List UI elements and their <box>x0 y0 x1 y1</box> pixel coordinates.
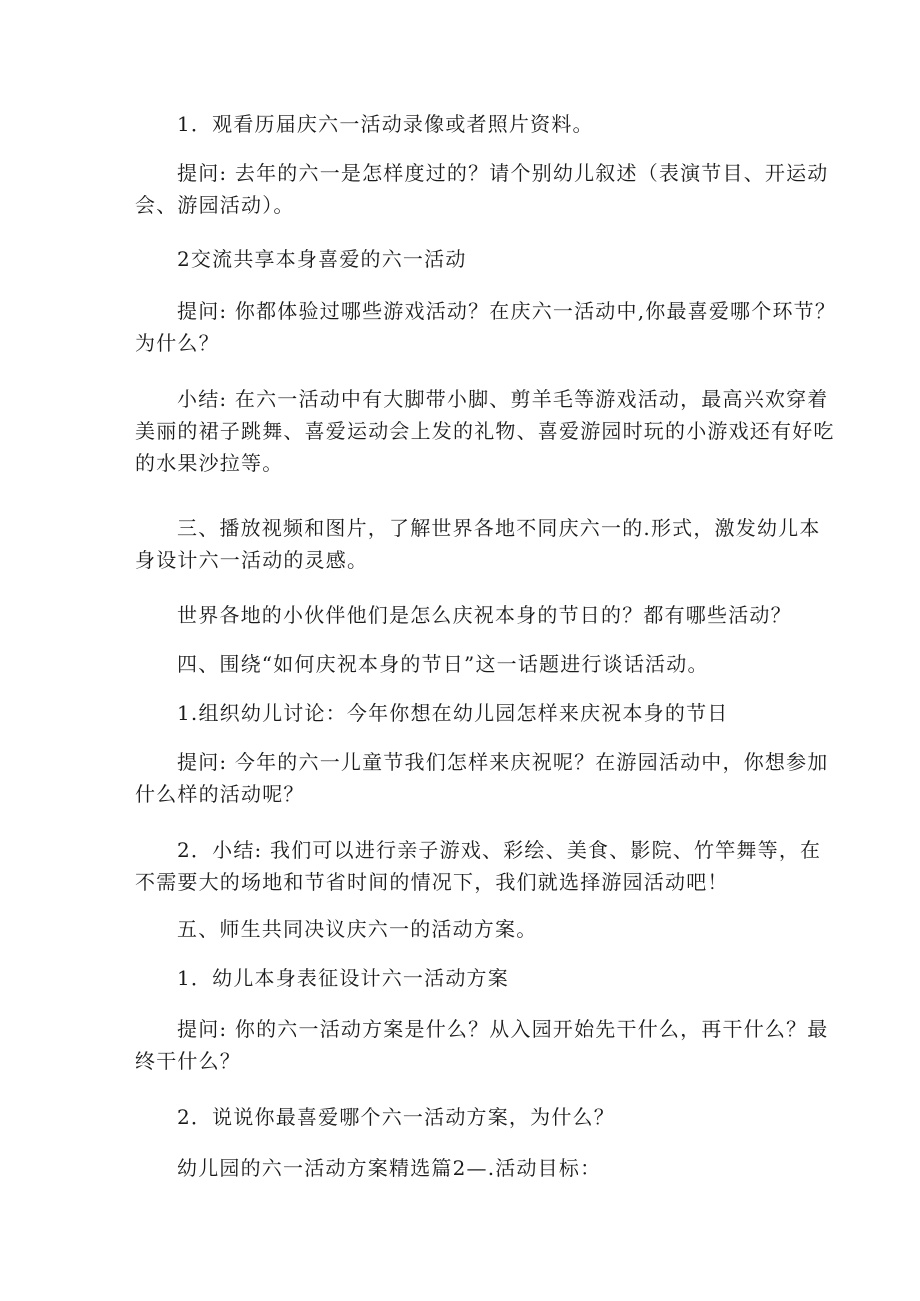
paragraph-line: 三、播放视频和图片，了解世界各地不同庆六一的.形式，激发幼儿本 <box>177 516 821 540</box>
paragraph-13 <box>135 962 795 994</box>
paragraph-line: 四、围绕“如何庆祝本身的节日”这一话题进行谈话活动。 <box>177 652 709 676</box>
paragraph-15 <box>135 1101 795 1133</box>
paragraph-line: 美丽的裙子跳舞、喜爱运动会上发的礼物、喜爱游园时玩的小游戏还有好吃 <box>135 419 835 443</box>
paragraph-line: 什么样的活动呢？ <box>135 782 305 806</box>
paragraph-line: 提问: 今年的六一儿童节我们怎样来庆祝呢？在游园活动中，你想参加 <box>177 750 829 774</box>
paragraph-7 <box>135 599 795 631</box>
paragraph-line: 提问: 你都体验过哪些游戏活动？在庆六一活动中,你最喜爱哪个环节？ <box>177 299 837 323</box>
paragraph-line: 为什么？ <box>135 331 220 355</box>
paragraph-3 <box>135 243 795 275</box>
paragraph-5 <box>135 383 835 479</box>
paragraph-line: 身设计六一活动的灵感。 <box>135 548 369 572</box>
paragraph-line: 不需要大的场地和节省时间的情况下，我们就选择游园活动吧！ <box>135 870 729 894</box>
paragraph-line: 2．小结: 我们可以进行亲子游戏、彩绘、美食、影院、竹竿舞等，在 <box>177 838 822 862</box>
paragraph-line: 小结: 在六一活动中有大脚带小脚、剪羊毛等游戏活动，最高兴欢穿着 <box>177 387 829 411</box>
paragraph-line: 2．说说你最喜爱哪个六一活动方案，为什么？ <box>177 1105 615 1129</box>
paragraph-line: 1．观看历届庆六一活动录像或者照片资料。 <box>177 112 594 136</box>
paragraph-10 <box>135 746 829 810</box>
paragraph-line: 五、师生共同决议庆六一的活动方案。 <box>177 917 538 941</box>
paragraph-14 <box>135 1013 829 1077</box>
paragraph-16 <box>135 1152 795 1184</box>
paragraph-4 <box>135 295 837 359</box>
paragraph-9 <box>135 697 795 729</box>
paragraph-line: 会、游园活动）。 <box>135 193 295 217</box>
paragraph-12 <box>135 913 795 945</box>
paragraph-line: 提问: 你的六一活动方案是什么？从入园开始先干什么，再干什么？最 <box>177 1017 829 1041</box>
paragraph-6 <box>135 512 821 576</box>
paragraph-2 <box>135 157 829 221</box>
paragraph-1 <box>135 108 795 140</box>
paragraph-line: 提问: 去年的六一是怎样度过的？请个别幼儿叙述（表演节目、开运动 <box>177 161 829 185</box>
paragraph-8 <box>135 648 795 680</box>
paragraph-line: 的水果沙拉等。 <box>135 451 284 475</box>
paragraph-line: 世界各地的小伙伴他们是怎么庆祝本身的节日的？都有哪些活动？ <box>177 603 792 627</box>
paragraph-line: 1.组织幼儿讨论：今年你想在幼儿园怎样来庆祝本身的节日 <box>177 701 729 725</box>
paragraph-line: 终干什么？ <box>135 1049 241 1073</box>
paragraph-line: 1．幼儿本身表征设计六一活动方案 <box>177 966 509 990</box>
paragraph-line: 2交流共享本身喜爱的六一活动 <box>177 247 467 271</box>
paragraph-line: 幼儿园的六一活动方案精选篇2—.活动目标： <box>177 1156 602 1180</box>
paragraph-11 <box>135 834 822 898</box>
